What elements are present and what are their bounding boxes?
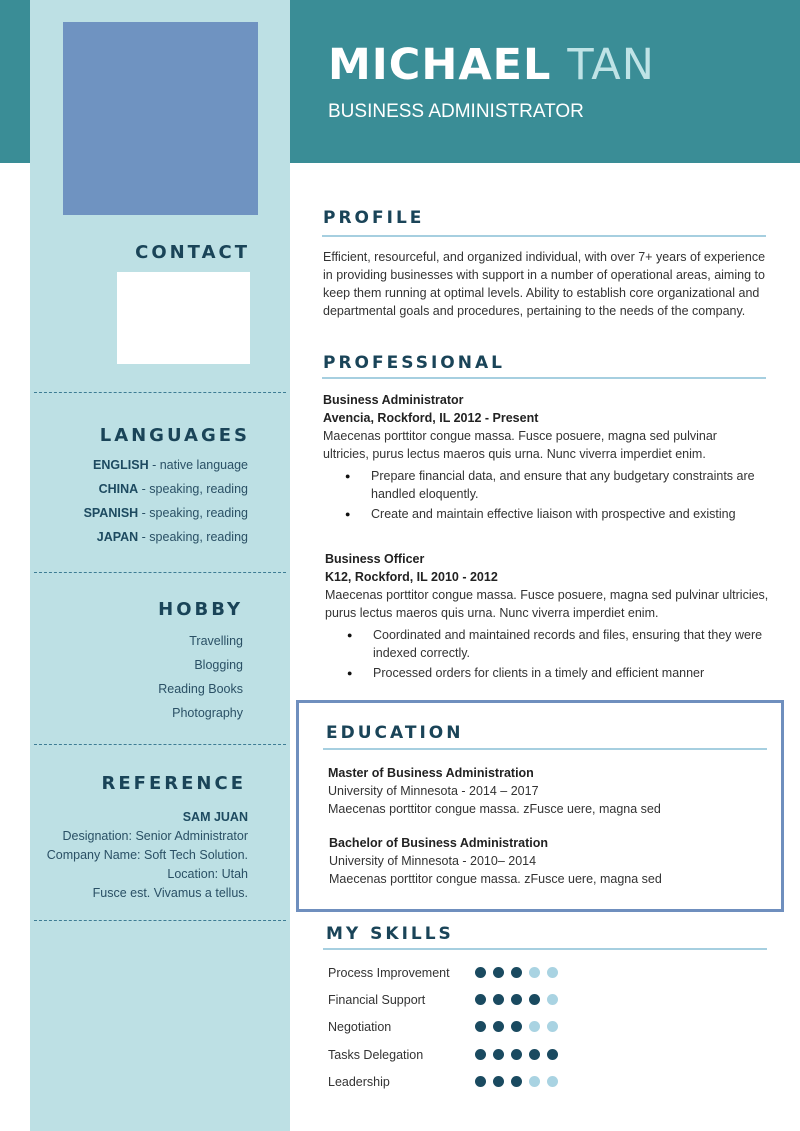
profile-photo-placeholder — [63, 22, 258, 215]
education-entry — [328, 764, 661, 818]
rating-dot-filled — [475, 1076, 486, 1087]
rating-dot-filled — [475, 994, 486, 1005]
rating-dot-filled — [475, 967, 486, 978]
contact-box — [117, 272, 250, 364]
job-company: K12, Rockford, IL 2010 - 2012 — [325, 570, 498, 584]
job-description: Maecenas porttitor congue massa. Fusce posuere, magna sed pulvinar ultricies, purus lectus maeros quis urna. Nunc viverra imperdiet enim. — [323, 429, 717, 461]
heading-rule — [322, 235, 766, 237]
first-name: MICHAEL — [328, 40, 552, 90]
skill-rating — [475, 1076, 558, 1087]
skill-name: Tasks Delegation — [328, 1047, 424, 1062]
contact-heading: CONTACT — [135, 242, 250, 263]
rating-dot-filled — [493, 1049, 504, 1060]
skills-heading: MY SKILLS — [326, 924, 454, 944]
rating-dot-filled — [511, 967, 522, 978]
language-item: CHINA - speaking, reading — [98, 482, 248, 496]
rating-dot-filled — [511, 1021, 522, 1032]
hobby-heading: HOBBY — [158, 599, 243, 620]
rating-dot-filled — [493, 967, 504, 978]
rating-dot-filled — [511, 1049, 522, 1060]
professional-heading: PROFESSIONAL — [323, 353, 505, 373]
candidate-name — [328, 40, 655, 90]
rating-dot-filled — [529, 1049, 540, 1060]
profile-text: Efficient, resourceful, and organized individual, with over 7+ years of experience in providing businesses with support in a number of operational areas, aiming to keep them running at optimal levels. Ability to establish core organizational and departmental goals and procedures, pertaining to the needs of the company. — [323, 250, 766, 318]
skill-rating — [475, 967, 558, 978]
rating-dot-empty — [529, 1021, 540, 1032]
heading-rule — [323, 948, 767, 950]
rating-dot-filled — [493, 994, 504, 1005]
hobby-item: Photography — [172, 706, 243, 720]
hobby-item: Blogging — [194, 658, 243, 672]
reference-location: Location: Utah — [167, 867, 248, 881]
education-description: Maecenas porttitor congue massa. zFusce uere, magna sed — [329, 872, 662, 886]
education-heading: EDUCATION — [326, 723, 464, 743]
skill-rating — [475, 1049, 558, 1060]
reference-company: Company Name: Soft Tech Solution. — [46, 848, 248, 862]
language-item: JAPAN - speaking, reading — [96, 530, 248, 544]
skill-name: Financial Support — [328, 993, 426, 1008]
degree: Bachelor of Business Administration — [329, 836, 549, 850]
rating-dot-filled — [475, 1021, 486, 1032]
last-name: TAN — [567, 40, 655, 90]
reference-block — [47, 808, 248, 903]
rating-dot-filled — [547, 1049, 558, 1060]
languages-heading: LANGUAGES — [99, 425, 250, 446]
job-title: Business Officer — [325, 552, 425, 566]
hobby-item: Reading Books — [158, 682, 243, 696]
job-title: Business Administrator — [323, 393, 464, 407]
divider — [34, 744, 286, 745]
job-bullet: ● Prepare financial data, and ensure that any budgetary constraints are handled eloquently. — [323, 467, 763, 503]
hobby-list — [158, 629, 243, 725]
rating-dot-empty — [547, 1076, 558, 1087]
skill-name: Process Improvement — [328, 966, 450, 980]
rating-dot-filled — [511, 1076, 522, 1087]
degree: Master of Business Administration — [328, 766, 534, 780]
education-entry — [329, 834, 662, 888]
rating-dot-empty — [547, 967, 558, 978]
rating-dot-empty — [529, 1076, 540, 1087]
job-title: BUSINESS ADMINISTRATOR — [328, 101, 584, 122]
job-company: Avencia, Rockford, IL 2012 - Present — [323, 411, 539, 425]
hobby-item: Travelling — [189, 634, 243, 648]
rating-dot-empty — [547, 1021, 558, 1032]
rating-dot-empty — [529, 967, 540, 978]
school: University of Minnesota - 2010– 2014 — [329, 854, 537, 868]
job-description: Maecenas porttitor congue massa. Fusce posuere, magna sed pulvinar ultricies, purus lectus maeros quis urna. Nunc viverra imperdiet enim. — [325, 588, 769, 620]
language-item: SPANISH - speaking, reading — [83, 506, 248, 520]
job-bullet: ● Coordinated and maintained records and files, ensuring that they were indexed correctly. — [325, 626, 770, 662]
education-description: Maecenas porttitor congue massa. zFusce uere, magna sed — [328, 802, 661, 816]
job-entry — [323, 391, 763, 523]
skill-rating — [475, 994, 558, 1005]
divider — [34, 392, 286, 393]
reference-designation: Designation: Senior Administrator — [62, 829, 248, 843]
school: University of Minnesota - 2014 – 2017 — [328, 784, 539, 798]
heading-rule — [322, 377, 766, 379]
profile-heading: PROFILE — [323, 208, 425, 228]
heading-rule — [323, 748, 767, 750]
divider — [34, 920, 286, 921]
language-item: ENGLISH - native language — [93, 458, 248, 472]
rating-dot-filled — [493, 1021, 504, 1032]
divider — [34, 572, 286, 573]
job-entry — [325, 550, 770, 682]
rating-dot-filled — [493, 1076, 504, 1087]
reference-heading: REFERENCE — [101, 773, 246, 794]
rating-dot-empty — [547, 994, 558, 1005]
job-bullet: ● Processed orders for clients in a timely and efficient manner — [325, 664, 770, 682]
rating-dot-filled — [511, 994, 522, 1005]
skill-rating — [475, 1021, 558, 1032]
reference-name: SAM JUAN — [182, 810, 248, 824]
job-bullet: ● Create and maintain effective liaison with prospective and existing — [323, 505, 763, 523]
rating-dot-filled — [529, 994, 540, 1005]
skill-name: Leadership — [328, 1074, 390, 1089]
rating-dot-filled — [475, 1049, 486, 1060]
skill-name: Negotiation — [328, 1020, 392, 1035]
reference-note: Fusce est. Vivamus a tellus. — [92, 886, 248, 900]
languages-list — [84, 453, 248, 549]
